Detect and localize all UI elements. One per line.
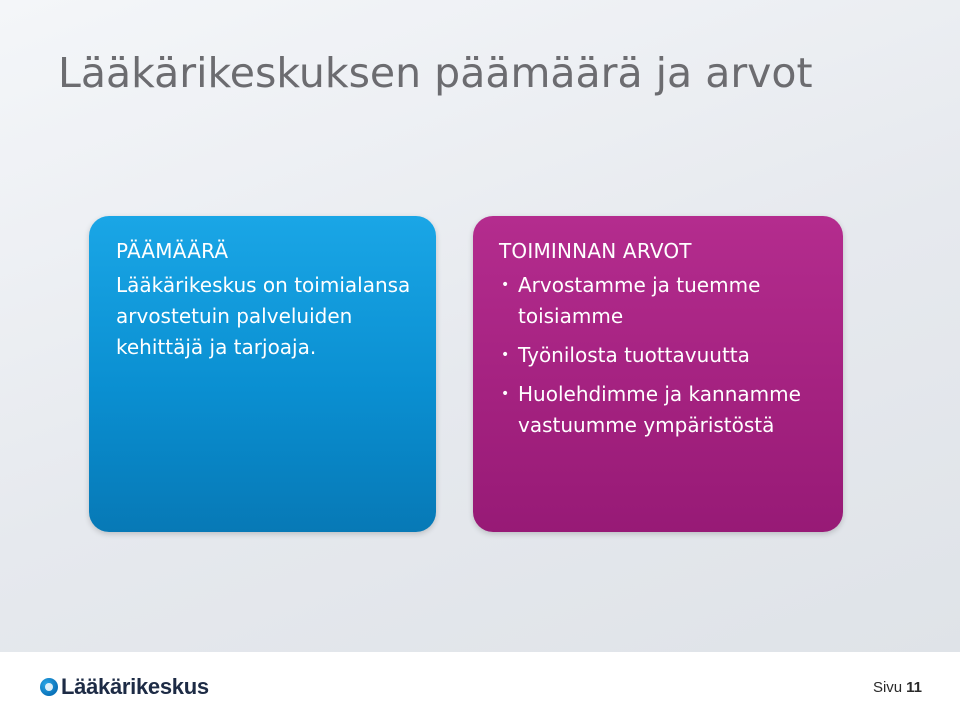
values-list (499, 270, 823, 441)
bullet-icon: • (501, 386, 510, 402)
bullet-icon: • (501, 347, 510, 363)
goal-text: Lääkärikeskus on toimialansa arvostetuin palveluiden kehittäjä ja tarjoaja. (116, 273, 411, 359)
bullet-icon: • (501, 277, 510, 293)
logo-text: Lääkärikeskus (61, 674, 209, 699)
page-number (873, 679, 922, 696)
lens-logo-icon (40, 678, 58, 696)
page-label: Sivu (872, 679, 903, 696)
values-box (473, 216, 843, 532)
values-list-item: • Työnilosta tuottavuutta (499, 340, 823, 371)
goal-box (89, 216, 436, 532)
page-number-value: 11 (906, 679, 922, 696)
values-list-item: • Huolehdimme ja kannamme vastuumme ympäristöstä (499, 379, 823, 441)
values-list-item: • Arvostamme ja tuemme toisiamme (499, 270, 823, 332)
footer-logo (40, 674, 209, 700)
slide-title: Lääkärikeskuksen päämäärä ja arvot (58, 49, 813, 97)
goal-heading: PÄÄMÄÄRÄ (116, 239, 229, 263)
values-heading: TOIMINNAN ARVOT (499, 239, 692, 263)
